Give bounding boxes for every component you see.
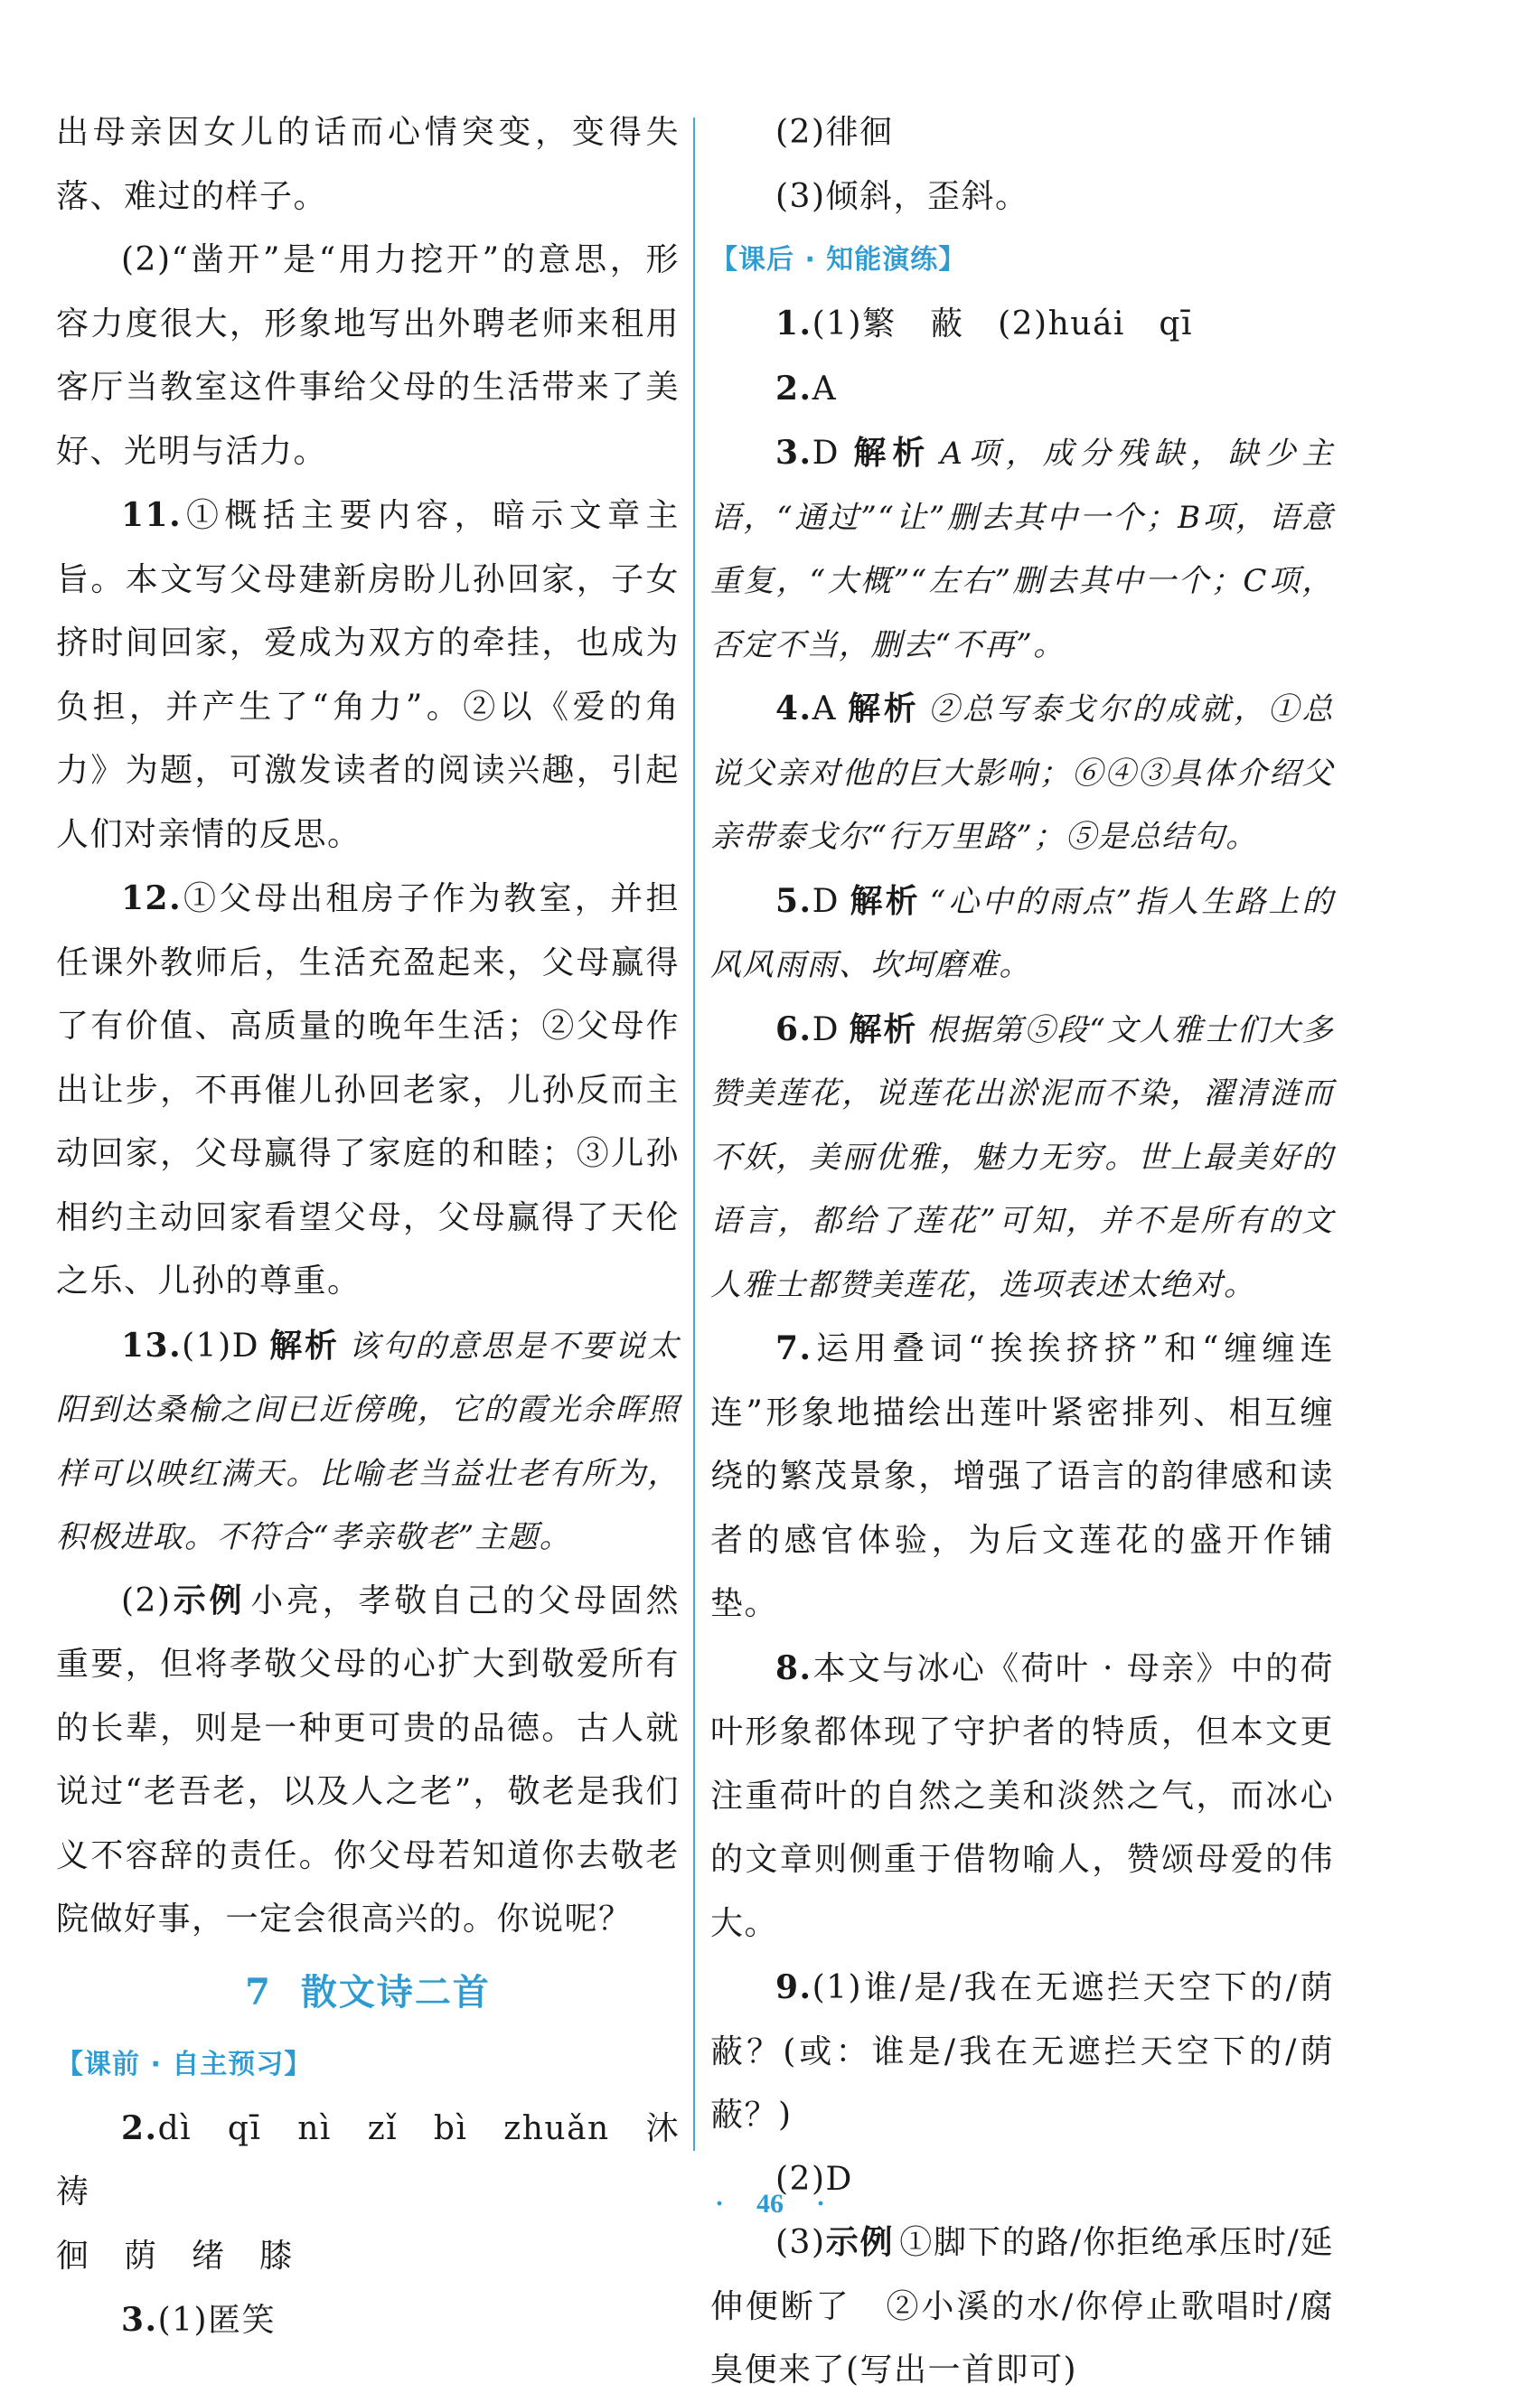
analysis-label: 解析: [846, 690, 920, 727]
answer-text: (1)匿笑: [157, 2302, 277, 2339]
question-number: 2.: [775, 369, 812, 408]
section-heading-preview: 【课前 · 自主预习】: [56, 2048, 313, 2080]
answer-2-continued: 徊 荫 绪 膝: [56, 2237, 294, 2275]
answer-12: [56, 867, 680, 1314]
practice-answer-9-3: [710, 2211, 1334, 2403]
left-column: [56, 101, 714, 2353]
answer-3: [56, 2288, 680, 2353]
practice-answer-2: [710, 357, 1334, 422]
answer-choice: D: [812, 435, 840, 472]
example-label: 示例: [171, 1582, 246, 1619]
example-label: 示例: [825, 2224, 895, 2261]
question-number: 8.: [775, 1648, 812, 1687]
sub-number: (2): [121, 1582, 172, 1619]
answer-choice: A: [812, 370, 838, 408]
analysis-label: 解析: [848, 435, 932, 472]
sub-number: (3): [775, 2224, 826, 2261]
answer-choice: A: [812, 690, 838, 727]
column-divider: [693, 117, 695, 2151]
practice-answer-4: [710, 677, 1334, 869]
question-number: 5.: [775, 881, 812, 920]
analysis-text: 该句的意思是不要说太阳到达桑榆之间已近傍晚，它的霞光余晖照样可以映红满天。比喻老当益壮老有所为，积极进取。不符合“孝亲敬老”主题。: [56, 1328, 680, 1555]
analysis-text: 根据第⑤段“文人雅士们大多赞美莲花，说莲花出淤泥而不染，濯清涟而不妖，美丽优雅，魅力无穷。世上最美好的语言，都给了莲花”可知，并不是所有的文人雅士都赞美莲花，选项表述太绝对。: [710, 1011, 1334, 1303]
right-column: [710, 101, 1334, 2403]
answer-text: 本文与冰心《荷叶 · 母亲》中的荷叶形象都体现了守护者的特质，但本文更注重荷叶的自然之美和淡然之气，而冰心的文章则侧重于借物喻人，赞颂母爱的伟大。: [710, 1649, 1334, 1942]
page-dot-left: ·: [714, 2189, 724, 2219]
question-number: 13.: [121, 1326, 183, 1365]
practice-answer-9-2: (2)D: [775, 2160, 853, 2198]
answer-text: (1)繁 蔽 (2)huái qī: [812, 305, 1193, 343]
answer-text: dì qī nì zǐ bì zhuǎn 沐 祷: [56, 2109, 714, 2211]
answer-choice: D: [812, 1010, 840, 1048]
paragraph-continuation: 出母亲因女儿的话而心情突变，变得失落、难过的样子。: [56, 114, 680, 215]
section-heading-practice: 【课后 · 知能演练】: [710, 244, 967, 276]
practice-answer-1: [710, 292, 1334, 357]
question-number: 6.: [775, 1009, 812, 1048]
answer-choice: (1)D: [182, 1327, 259, 1365]
question-number: 12.: [121, 879, 183, 917]
practice-answer-6: [710, 998, 1334, 1318]
answer-13-2: [56, 1570, 680, 1952]
analysis-label: 解析: [848, 1010, 918, 1048]
practice-answer-7: [710, 1317, 1334, 1637]
practice-answer-8: [710, 1637, 1334, 1957]
question-number: 7.: [775, 1329, 812, 1367]
page-number: [0, 2189, 1540, 2220]
practice-answer-3: [710, 421, 1334, 677]
question-number: 1.: [775, 305, 812, 343]
analysis-text: ②总写泰戈尔的成就，①总说父亲对他的巨大影响；⑥④③具体介绍父亲带泰戈尔“行万里路”；⑤是总结句。: [710, 691, 1334, 855]
question-number: 3.: [121, 2301, 158, 2339]
page-dot-right: ·: [816, 2189, 826, 2219]
answer-choice: D: [812, 882, 840, 920]
answer-11: [56, 483, 680, 867]
chapter-number: 7: [245, 1970, 272, 2013]
practice-answer-5: [710, 869, 1334, 998]
question-number: 9.: [775, 1968, 812, 2006]
answer-text: (1)谁/是/我在无遮拦天空下的/荫蔽？(或：谁是/我在无遮拦天空下的/荫蔽？): [710, 1969, 1334, 2134]
answer-text: ①父母出租房子作为教室，并担任课外教师后，生活充盈起来，父母赢得了有价值、高质量的晚年生活；②父母作出让步，不再催儿孙回老家，儿孙反而主动回家，父母赢得了家庭的和睦；③儿孙相约主动回家看望父母，父母赢得了天伦之乐、儿孙的尊重。: [56, 880, 680, 1300]
answer-text: 小亮，孝敬自己的父母固然重要，但将孝敬父母的心扩大到敬爱所有的长辈，则是一种更可贵的品德。古人就说过“老吾老，以及人之老”，敬老是我们义不容辞的责任。你父母若知道你去敬老院做好事，一定会很高兴的。你说呢？: [56, 1582, 680, 1938]
analysis-label: 解析: [268, 1327, 340, 1365]
answer-10-2: (2)“凿开”是“用力挖开”的意思，形容力度很大，形象地写出外聘老师来租用客厅当教室这件事给父母的生活带来了美好、光明与活力。: [56, 241, 680, 470]
answer-13-1: [56, 1314, 680, 1570]
analysis-text: A项，成分残缺，缺少主语，“通过”“让”删去其中一个；B项，语意重复，“大概”“左右”删去其中一个；C项，否定不当，删去“不再”。: [710, 436, 1334, 663]
question-number: 11.: [121, 496, 183, 534]
question-number: 3.: [775, 434, 812, 472]
answer-text: 运用叠词“挨挨挤挤”和“缠缠连连”形象地描绘出莲叶紧密排列、相互缠绕的繁茂景象，增强了语言的韵律感和读者的感官体验，为后文莲花的盛开作铺垫。: [710, 1330, 1334, 1622]
answer-3-2: (2)徘徊: [775, 114, 894, 151]
answer-text: ①概括主要内容，暗示文章主旨。本文写父母建新房盼儿孙回家，子女挤时间回家，爱成为双方的牵挂，也成为负担，并产生了“角力”。②以《爱的角力》为题，可激发读者的阅读兴趣，引起人们对亲情的反思。: [56, 497, 680, 853]
answer-3-3: (3)倾斜，歪斜。: [775, 177, 1029, 215]
analysis-text: “心中的雨点”指人生路上的风风雨雨、坎坷磨难。: [710, 883, 1334, 983]
practice-answer-9-1: [710, 1956, 1334, 2148]
chapter-title: [56, 1952, 680, 2033]
page-number-value: 46: [756, 2189, 784, 2219]
chapter-name: 散文诗二首: [300, 1970, 491, 2013]
answer-text: ①脚下的路/你拒绝承压时/延伸便断了 ②小溪的水/你停止歌唱时/腐臭便来了(写出一首即可): [710, 2224, 1334, 2389]
analysis-label: 解析: [848, 882, 921, 920]
question-number: 2.: [121, 2108, 158, 2147]
question-number: 4.: [775, 690, 812, 727]
